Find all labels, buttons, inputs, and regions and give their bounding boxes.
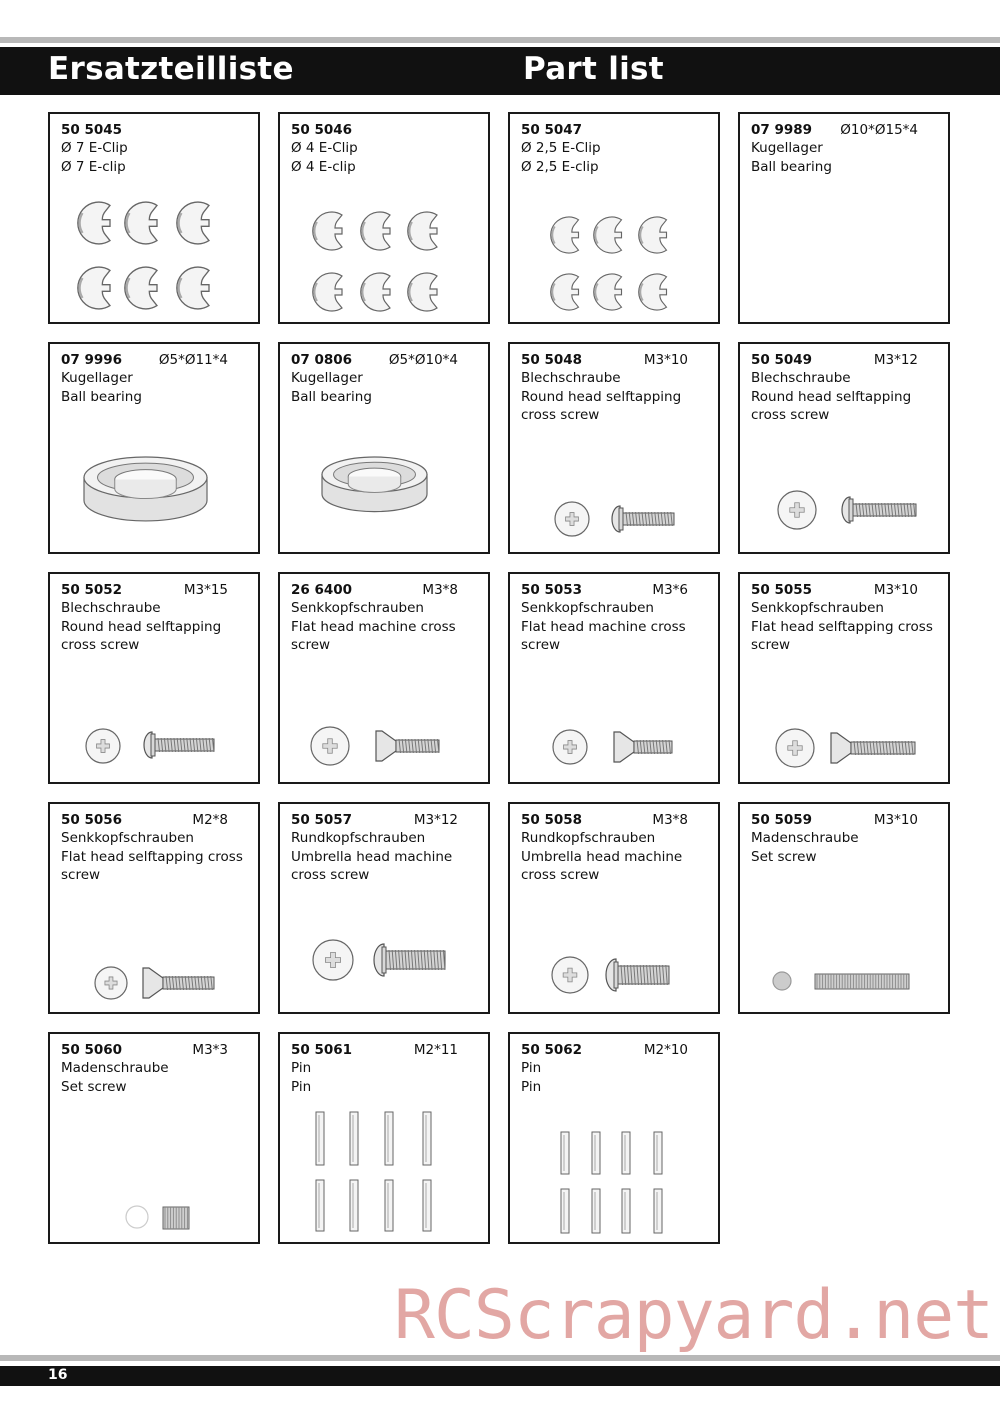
- part-name-de: Blechschraube: [521, 370, 621, 386]
- part-name-en: Set screw: [61, 1079, 127, 1095]
- part-card: [508, 802, 720, 1014]
- part-size: M3*12: [873, 352, 918, 368]
- part-size: M2*8: [192, 812, 228, 828]
- part-number: 50 5048: [521, 352, 583, 368]
- part-name-de: Madenschraube: [751, 830, 859, 846]
- page-footer: [0, 1366, 1000, 1386]
- part-name-de: Senkkopfschrauben: [751, 600, 884, 616]
- page-number: 16: [48, 1367, 68, 1383]
- part-card: [278, 112, 490, 324]
- ball-bearing-icon: [280, 344, 492, 556]
- part-name-en: Ø 2,5 E-clip: [521, 159, 599, 175]
- part-number: 50 5062: [521, 1042, 583, 1058]
- watermark: RCScrapyard.net: [394, 1276, 994, 1355]
- part-name-en: Flat head machine cross screw: [291, 619, 456, 653]
- part-name-de: Madenschraube: [61, 1060, 169, 1076]
- part-size: M3*10: [873, 812, 918, 828]
- part-name-en: Round head selftapping cross screw: [751, 389, 912, 423]
- part-name-de: Kugellager: [751, 140, 823, 156]
- part-name-en: Ø 4 E-clip: [291, 159, 356, 175]
- part-name-en: Round head selftapping cross screw: [521, 389, 682, 423]
- title-german: Ersatzteilliste: [48, 51, 294, 87]
- part-number: 50 5058: [521, 812, 583, 828]
- e-clip-icon: [280, 114, 492, 326]
- part-name-en: Umbrella head machine cross screw: [291, 849, 453, 883]
- part-size: M3*10: [643, 352, 688, 368]
- flat-head-screw-icon: [510, 574, 722, 786]
- part-card: [738, 802, 950, 1014]
- part-name-en: Pin: [291, 1079, 312, 1095]
- part-number: 07 0806: [291, 352, 353, 368]
- part-card: [738, 572, 950, 784]
- part-name-en: Flat head selftapping cross screw: [751, 619, 933, 653]
- part-number: 50 5059: [751, 812, 813, 828]
- part-card: [48, 342, 260, 554]
- part-name-de: Pin: [291, 1060, 312, 1076]
- flat-head-screw-icon: [280, 574, 492, 786]
- part-card: [508, 342, 720, 554]
- pin-icon: [510, 1034, 722, 1246]
- part-size: Ø5*Ø10*4: [388, 352, 458, 368]
- round-head-screw-icon: [510, 344, 722, 556]
- part-number: 50 5047: [521, 122, 583, 138]
- part-name-en: Ball bearing: [61, 389, 142, 405]
- part-number: 50 5045: [61, 122, 123, 138]
- part-size: M3*8: [652, 812, 688, 828]
- part-size: Ø10*Ø15*4: [840, 122, 918, 138]
- part-name-en: Umbrella head machine cross screw: [521, 849, 683, 883]
- part-name-en: Round head selftapping cross screw: [61, 619, 222, 653]
- umbrella-head-screw-icon: [510, 804, 722, 1016]
- round-head-screw-icon: [50, 574, 262, 786]
- part-number: 50 5056: [61, 812, 123, 828]
- part-name-de: Rundkopfschrauben: [521, 830, 656, 846]
- part-name-de: Senkkopfschrauben: [521, 600, 654, 616]
- part-size: M3*8: [422, 582, 458, 598]
- set-screw-icon: [50, 1034, 262, 1246]
- part-number: 50 5060: [61, 1042, 123, 1058]
- part-number: 50 5049: [751, 352, 813, 368]
- part-name-en: Ball bearing: [291, 389, 372, 405]
- part-card: [48, 112, 260, 324]
- pin-icon: [280, 1034, 492, 1246]
- part-name-en: Flat head machine cross screw: [521, 619, 686, 653]
- part-size: Ø5*Ø11*4: [158, 352, 228, 368]
- part-size: M3*6: [652, 582, 688, 598]
- part-card: [278, 572, 490, 784]
- part-size: M3*15: [183, 582, 228, 598]
- part-number: 50 5046: [291, 122, 353, 138]
- part-card: [48, 572, 260, 784]
- part-name-de: Pin: [521, 1060, 542, 1076]
- part-card: [278, 802, 490, 1014]
- part-size: M3*12: [413, 812, 458, 828]
- part-card: [48, 802, 260, 1014]
- part-card: [738, 342, 950, 554]
- part-name-de: Ø 4 E-Clip: [291, 140, 358, 156]
- part-size: M2*11: [413, 1042, 458, 1058]
- part-card: [508, 572, 720, 784]
- part-number: 07 9989: [751, 122, 813, 138]
- page-header: [0, 47, 1000, 95]
- set-screw-icon: [740, 804, 952, 1016]
- part-name-de: Blechschraube: [61, 600, 161, 616]
- top-rule: [0, 37, 1000, 43]
- e-clip-icon: [50, 114, 262, 326]
- part-card: [278, 342, 490, 554]
- part-number: 50 5053: [521, 582, 583, 598]
- part-name-de: Ø 2,5 E-Clip: [521, 140, 601, 156]
- part-name-de: Rundkopfschrauben: [291, 830, 426, 846]
- part-size: M3*10: [873, 582, 918, 598]
- part-number: 26 6400: [291, 582, 353, 598]
- part-name-de: Blechschraube: [751, 370, 851, 386]
- umbrella-head-screw-icon: [280, 804, 492, 1016]
- ball-bearing-icon: [740, 114, 952, 326]
- part-size: M3*3: [192, 1042, 228, 1058]
- bottom-rule: [0, 1355, 1000, 1361]
- part-name-en: Pin: [521, 1079, 542, 1095]
- part-number: 50 5057: [291, 812, 353, 828]
- flat-head-screw-icon: [50, 804, 262, 1016]
- part-name-de: Ø 7 E-Clip: [61, 140, 128, 156]
- part-number: 50 5061: [291, 1042, 353, 1058]
- part-name-de: Senkkopfschrauben: [291, 600, 424, 616]
- flat-head-screw-icon: [740, 574, 952, 786]
- part-name-de: Kugellager: [291, 370, 363, 386]
- part-card: [278, 1032, 490, 1244]
- e-clip-icon: [510, 114, 722, 326]
- part-name-de: Kugellager: [61, 370, 133, 386]
- part-card: [738, 112, 950, 324]
- part-card: [508, 1032, 720, 1244]
- round-head-screw-icon: [740, 344, 952, 556]
- part-size: M2*10: [643, 1042, 688, 1058]
- title-english: Part list: [523, 51, 664, 87]
- part-number: 50 5052: [61, 582, 123, 598]
- part-card: [48, 1032, 260, 1244]
- part-name-de: Senkkopfschrauben: [61, 830, 194, 846]
- part-name-en: Set screw: [751, 849, 817, 865]
- part-name-en: Ø 7 E-clip: [61, 159, 126, 175]
- part-number: 07 9996: [61, 352, 123, 368]
- ball-bearing-icon: [50, 344, 262, 556]
- part-number: 50 5055: [751, 582, 813, 598]
- part-card: [508, 112, 720, 324]
- part-name-en: Flat head selftapping cross screw: [61, 849, 243, 883]
- part-name-en: Ball bearing: [751, 159, 832, 175]
